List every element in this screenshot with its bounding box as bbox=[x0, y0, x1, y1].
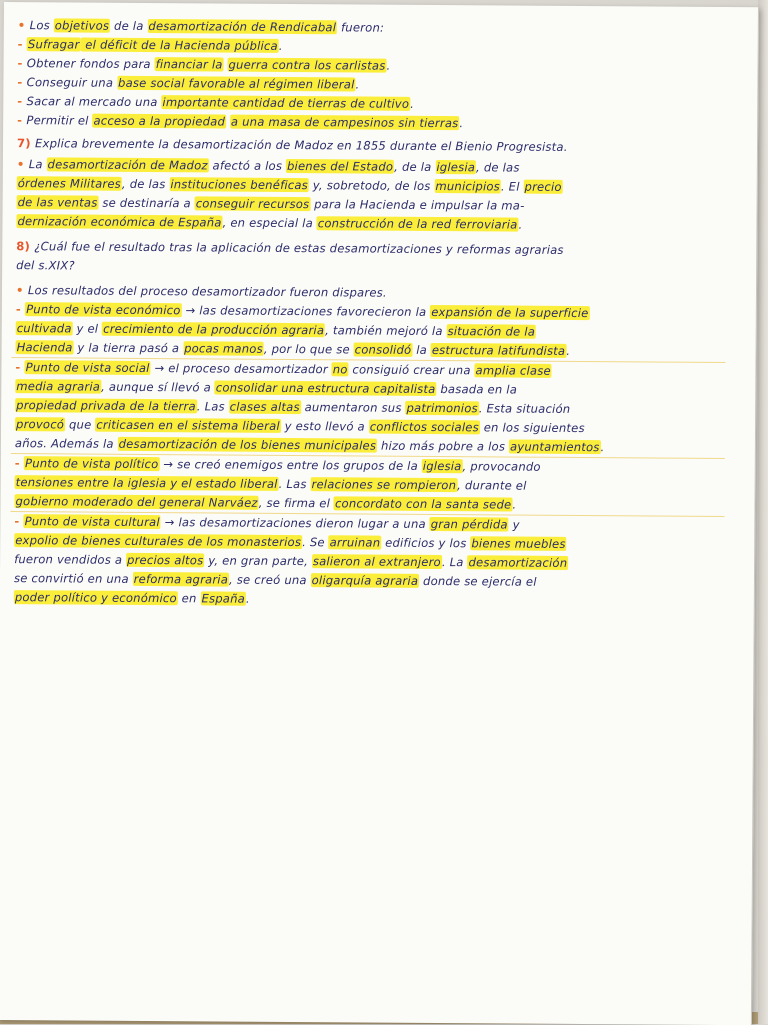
note-text: que bbox=[65, 417, 96, 432]
notebook-page bbox=[0, 2, 759, 1025]
note-text: , también mejoró la bbox=[325, 323, 447, 339]
note-line bbox=[17, 111, 717, 135]
highlighted-text: oligarquía agraria bbox=[311, 573, 419, 588]
note-text: , en especial la bbox=[222, 215, 317, 231]
highlighted-text: propiedad privada de la tierra bbox=[16, 398, 196, 414]
note-text: → las desamortizaciones dieron lugar a una bbox=[160, 515, 430, 531]
note-text: , por lo que se bbox=[263, 341, 354, 357]
note-text: , de la bbox=[394, 159, 436, 175]
note-text: . Se bbox=[302, 535, 329, 550]
note-text: . Esta situación bbox=[478, 401, 571, 416]
note-text: Los resultados del proceso desamortizador fueron dispares. bbox=[27, 283, 387, 300]
note-text: . bbox=[600, 440, 605, 455]
highlighted-text: situación de la bbox=[447, 324, 536, 339]
highlighted-text: Sufragar bbox=[27, 37, 80, 52]
note-text: → se creó enemigos entre los grupos de la bbox=[159, 457, 422, 473]
highlighted-text: amplia clase bbox=[475, 363, 551, 378]
note-text: , durante el bbox=[457, 478, 527, 493]
dash-marker: - bbox=[17, 94, 27, 109]
highlighted-text: de las ventas bbox=[17, 195, 98, 210]
highlighted-text: municipios bbox=[435, 179, 500, 194]
highlighted-text: patrimonios bbox=[406, 400, 478, 416]
highlighted-text: bienes del Estado bbox=[286, 158, 394, 174]
note-text: La bbox=[28, 157, 47, 172]
note-text: Los bbox=[29, 18, 54, 33]
note-text: . bbox=[512, 497, 517, 512]
note-text: . bbox=[566, 343, 571, 358]
note-text: → el proceso desamortizador bbox=[150, 361, 332, 377]
highlighted-text: criticasen en el sistema liberal bbox=[96, 417, 280, 433]
highlighted-text: iglesia bbox=[436, 160, 476, 175]
note-text: basada en la bbox=[436, 382, 518, 397]
note-text: y, sobretodo, de los bbox=[308, 178, 435, 194]
bullet-marker: • bbox=[16, 157, 29, 172]
highlighted-text: no bbox=[332, 362, 348, 377]
handwritten-notes bbox=[14, 16, 718, 612]
highlighted-text: poder político y económico bbox=[14, 590, 177, 606]
note-text: consiguió crear una bbox=[348, 362, 475, 378]
highlighted-text: crecimiento de la producción agraria bbox=[103, 321, 325, 338]
highlighted-text: arruinan bbox=[329, 535, 381, 550]
highlighted-text: consolidó bbox=[354, 342, 412, 357]
note-text: . bbox=[459, 116, 464, 131]
note-text: donde se ejercía el bbox=[419, 573, 537, 589]
highlighted-text: desamortización bbox=[468, 555, 568, 570]
highlighted-text: construcción de la red ferroviaria bbox=[317, 216, 518, 232]
note-text: la bbox=[412, 342, 431, 357]
highlighted-text: a una masa de campesinos sin tierras bbox=[230, 114, 459, 131]
note-text: ¿Cuál fue el resultado tras la aplicación de estas desamortizaciones y reformas agrarias bbox=[34, 239, 564, 257]
highlighted-text: órdenes Militares bbox=[17, 176, 122, 191]
highlighted-text: iglesia bbox=[422, 458, 462, 474]
highlighted-text: objetivos bbox=[54, 18, 110, 33]
highlighted-text: Punto de vista económico bbox=[26, 302, 181, 318]
note-text: aumentaron sus bbox=[300, 400, 406, 415]
note-text: → las desamortizaciones favorecieron la bbox=[181, 303, 431, 319]
num-marker: 8) bbox=[16, 239, 35, 254]
note-text: y el bbox=[72, 321, 103, 336]
highlighted-text: financiar la bbox=[155, 57, 223, 72]
dash-marker: - bbox=[15, 302, 26, 317]
note-text: de la bbox=[110, 18, 148, 34]
dash-marker: - bbox=[17, 37, 28, 52]
note-text: . bbox=[410, 96, 415, 111]
note-text: y la tierra pasó a bbox=[73, 340, 184, 356]
note-text: en bbox=[177, 591, 201, 606]
highlighted-text: desamortización de Rendicabal bbox=[148, 19, 337, 35]
highlighted-text: expolio de bienes culturales de los monasterios bbox=[15, 533, 302, 550]
note-text: , provocando bbox=[462, 459, 541, 474]
note-text: , se creó una bbox=[229, 572, 311, 588]
highlighted-text: el déficit de la Hacienda pública bbox=[81, 37, 278, 53]
note-text: . La bbox=[441, 555, 468, 570]
note-line bbox=[16, 256, 716, 280]
note-text: Sacar al mercado una bbox=[26, 94, 162, 110]
note-line bbox=[17, 134, 717, 158]
note-text: . El bbox=[500, 179, 524, 194]
bullet-marker: • bbox=[15, 283, 28, 298]
highlighted-text: reforma agraria bbox=[133, 571, 229, 587]
note-text: . Las bbox=[196, 399, 229, 414]
highlighted-text: España bbox=[201, 591, 246, 606]
highlighted-text: precios altos bbox=[127, 552, 204, 568]
note-text: se destinaría a bbox=[98, 195, 195, 211]
dash-marker: - bbox=[17, 75, 27, 90]
highlighted-text: pocas manos bbox=[184, 341, 263, 356]
note-line bbox=[16, 212, 716, 236]
highlighted-text: conflictos sociales bbox=[369, 419, 479, 435]
highlighted-text: bienes muebles bbox=[471, 536, 566, 551]
note-text: . bbox=[355, 77, 360, 92]
highlighted-text: relaciones se rompieron bbox=[311, 477, 457, 493]
bullet-marker: • bbox=[17, 18, 30, 33]
dash-marker: - bbox=[14, 456, 25, 471]
note-text: Conseguir una bbox=[26, 75, 118, 90]
highlighted-text: precio bbox=[524, 179, 562, 194]
note-line bbox=[14, 588, 714, 612]
note-text: . bbox=[386, 58, 391, 73]
note-text: , se firma el bbox=[258, 495, 335, 511]
note-text: y esto llevó a bbox=[280, 418, 369, 434]
note-text: y bbox=[508, 517, 520, 532]
highlighted-text: gobierno moderado del general Narváez bbox=[15, 494, 258, 510]
highlighted-text: gran pérdida bbox=[430, 516, 508, 532]
dash-marker: - bbox=[17, 113, 27, 128]
note-text: años. Además la bbox=[14, 436, 118, 451]
highlighted-text: provocó bbox=[16, 417, 65, 432]
highlighted-text: estructura latifundista bbox=[431, 342, 566, 358]
highlighted-text: media agraria bbox=[16, 379, 101, 394]
highlighted-text: guerra contra los carlistas bbox=[228, 57, 386, 73]
highlighted-text: desamortización de Madoz bbox=[47, 157, 208, 173]
highlighted-text: Hacienda bbox=[16, 340, 73, 355]
highlighted-text: acceso a la propiedad bbox=[93, 113, 226, 129]
note-text: y, en gran parte, bbox=[204, 553, 312, 569]
note-text: del s.XIX? bbox=[16, 258, 75, 273]
note-text: hizo más pobre a los bbox=[377, 438, 510, 454]
note-text: fueron vendidos a bbox=[14, 552, 127, 567]
note-text: se convirtió en una bbox=[13, 571, 133, 586]
highlighted-text: importante cantidad de tierras de cultivo bbox=[162, 95, 410, 111]
note-text: Obtener fondos para bbox=[26, 56, 155, 72]
highlighted-text: dernización económica de España bbox=[17, 214, 222, 230]
note-text: . Las bbox=[278, 476, 311, 492]
highlighted-text: expansión de la superficie bbox=[431, 304, 589, 321]
note-text: en los siguientes bbox=[479, 420, 585, 436]
note-text: , aunque sí llevó a bbox=[101, 379, 215, 395]
note-text: . bbox=[245, 591, 250, 606]
highlighted-text: tensiones entre la iglesia y el estado liberal bbox=[15, 475, 278, 491]
note-text: . bbox=[518, 217, 523, 232]
note-text: . bbox=[278, 38, 283, 53]
num-marker: 7) bbox=[16, 136, 36, 151]
note-text: , de las bbox=[121, 176, 170, 192]
highlighted-text: Punto de vista político bbox=[24, 456, 159, 472]
highlighted-text: salieron al extranjero bbox=[312, 554, 441, 570]
highlighted-text: concordato con la santa sede bbox=[334, 496, 512, 512]
dash-marker: - bbox=[15, 360, 25, 375]
highlighted-text: Punto de vista cultural bbox=[24, 514, 160, 530]
dash-marker: - bbox=[17, 56, 27, 71]
note-text: Explica brevemente la desamortización de Madoz en 1855 durante el Bienio Progresista. bbox=[34, 136, 568, 154]
highlighted-text: base social favorable al régimen liberal bbox=[118, 75, 355, 92]
note-text: fueron: bbox=[337, 20, 385, 35]
highlighted-text: clases altas bbox=[229, 399, 300, 415]
highlighted-text: conseguir recursos bbox=[195, 196, 310, 212]
note-text: para la Hacienda e impulsar la ma- bbox=[310, 197, 525, 213]
highlighted-text: Punto de vista social bbox=[25, 360, 150, 376]
page-stack-edge bbox=[758, 0, 768, 1024]
dash-marker: - bbox=[14, 514, 24, 529]
highlighted-text: cultivada bbox=[16, 321, 72, 336]
highlighted-text: consolidar una estructura capitalista bbox=[215, 380, 436, 397]
highlighted-text: instituciones benéficas bbox=[170, 177, 308, 193]
note-text: Permitir el bbox=[26, 113, 93, 128]
note-text: afectó a los bbox=[208, 158, 287, 173]
note-text: , de las bbox=[476, 160, 520, 175]
highlighted-text: desamortización de los bienes municipales bbox=[118, 436, 377, 453]
note-text: edificios y los bbox=[381, 535, 471, 551]
highlighted-text: ayuntamientos bbox=[509, 439, 600, 455]
